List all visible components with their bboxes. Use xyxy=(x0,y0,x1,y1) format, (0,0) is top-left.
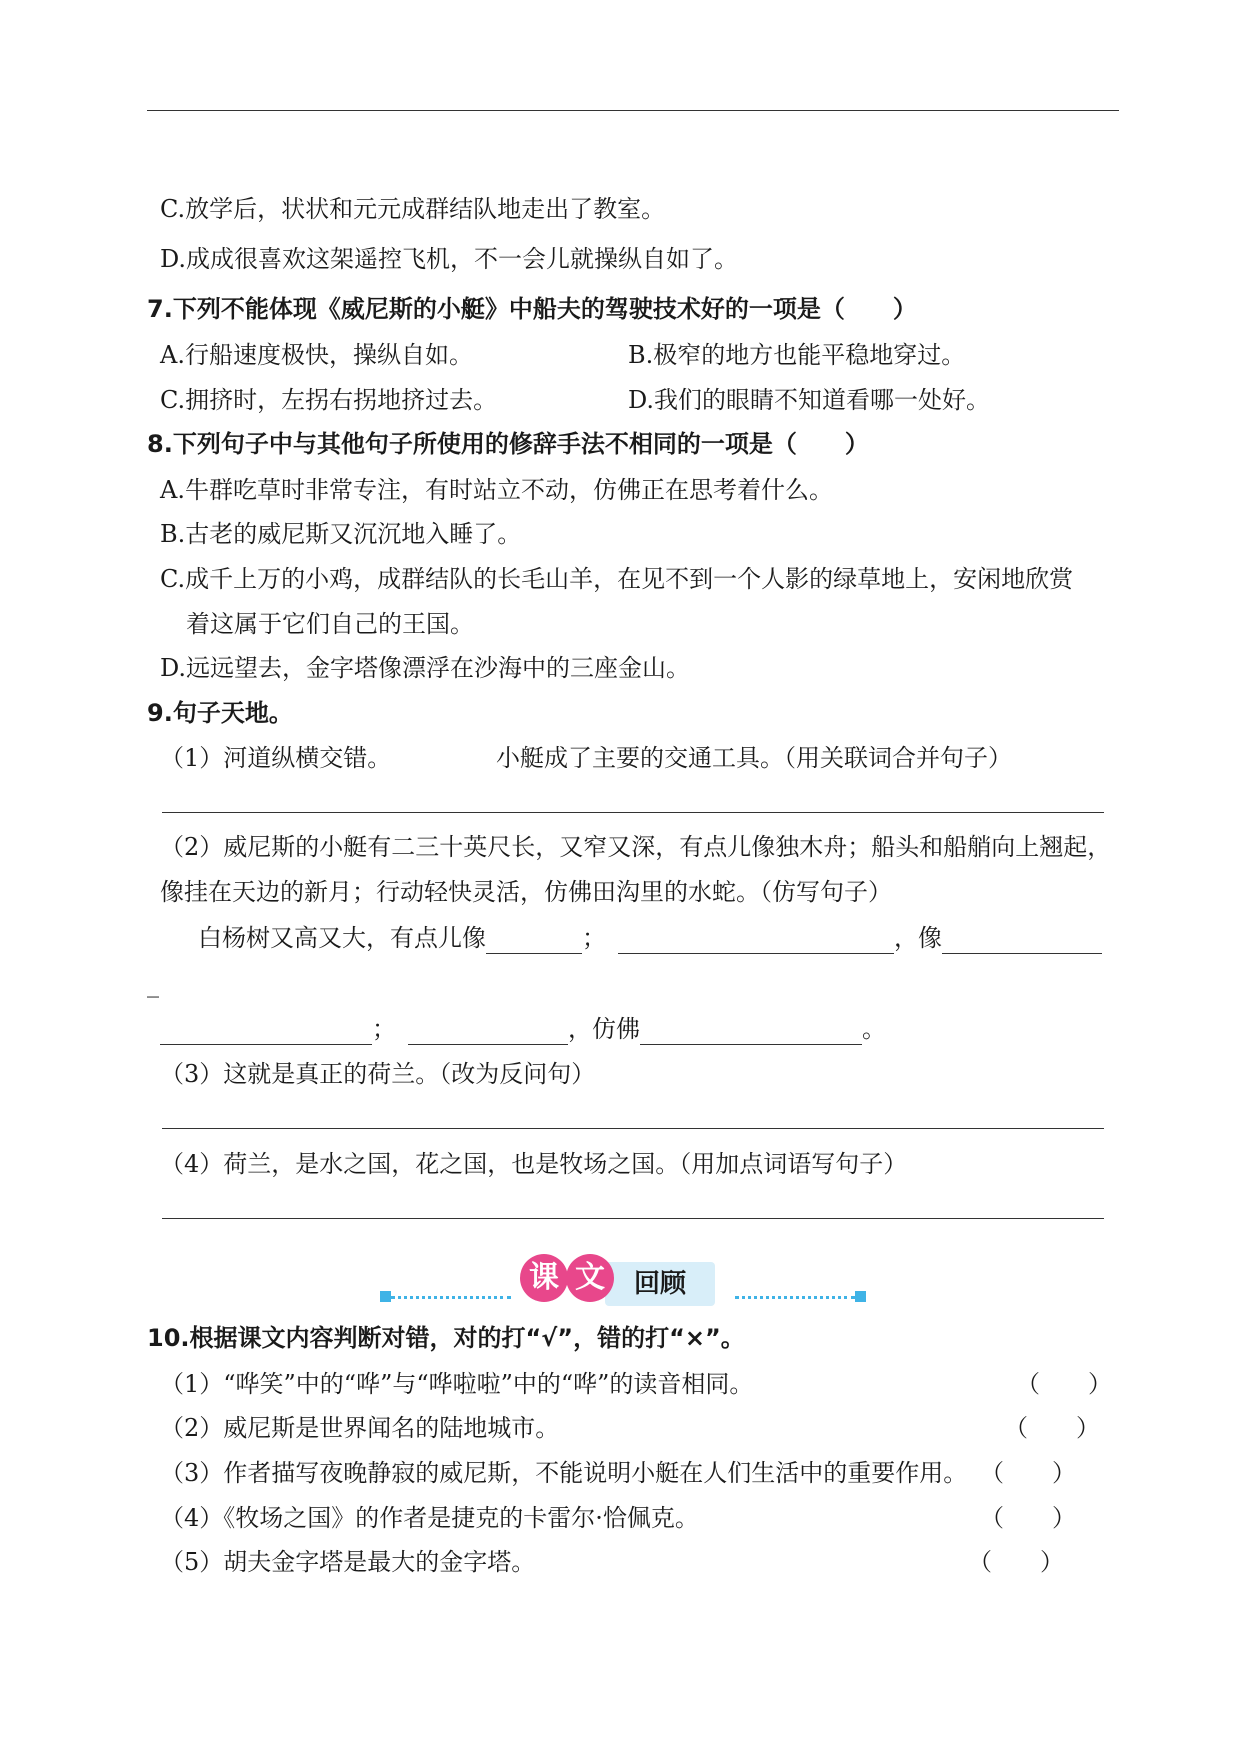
q7-stem: 7.下列不能体现《威尼斯的小艇》中船夫的驾驶技术好的一项是（ ） xyxy=(147,295,917,323)
q9-sub1-part-b: 小艇成了主要的交通工具。（用关联词合并句子） xyxy=(496,744,1012,772)
banner-right-dotted-line xyxy=(735,1296,855,1299)
q10-item-3-answer[interactable]: （ ） xyxy=(980,1459,1076,1487)
banner-tag-text: 回顾 xyxy=(633,1269,686,1299)
q9-sub2-comma-fangfu: ，仿佛 xyxy=(568,1015,640,1043)
q7-option-c: C.拥挤时，左拐右拐地挤过去。 xyxy=(160,386,498,414)
q9-blank-6[interactable] xyxy=(640,1018,862,1045)
q9-sub2-line1: （2）威尼斯的小艇有二三十英尺长，又窄又深，有点儿像独木舟；船头和船艄向上翘起， xyxy=(160,833,1112,861)
q7-option-b: B.极窄的地方也能平稳地穿过。 xyxy=(628,341,966,369)
q9-sub2-prompt: 白杨树又高又大，有点儿像 xyxy=(198,924,486,952)
q8-option-a: A.牛群吃草时非常专注，有时站立不动，仿佛正在思考着什么。 xyxy=(160,476,833,504)
q10-item-2-answer[interactable]: （ ） xyxy=(1004,1414,1100,1442)
q9-sub3-answer-line[interactable] xyxy=(162,1128,1104,1129)
q9-blank-4[interactable] xyxy=(160,1018,372,1045)
banner-right-square xyxy=(855,1291,866,1302)
q9-blank-3[interactable] xyxy=(942,927,1102,954)
q10-item-3: （3）作者描写夜晚静寂的威尼斯，不能说明小艇在人们生活中的重要作用。 xyxy=(160,1459,968,1487)
q10-item-1-answer[interactable]: （ ） xyxy=(1016,1370,1112,1398)
q9-sub4: （4）荷兰，是水之国，花之国，也是牧场之国。（用加点词语写句子） xyxy=(160,1150,908,1178)
banner-left-dotted-line xyxy=(391,1296,511,1299)
q8-option-d: D.远远望去，金字塔像漂浮在沙海中的三座金山。 xyxy=(160,654,691,682)
banner-circle-1: 课 xyxy=(520,1254,568,1302)
q9-sub2-fill-row2 xyxy=(160,1013,886,1045)
q10-item-4: （4）《牧场之国》的作者是捷克的卡雷尔·恰佩克。 xyxy=(160,1504,699,1532)
q9-sub2-comma-like: ，像 xyxy=(894,924,942,952)
q9-stem: 9.句子天地。 xyxy=(147,699,293,727)
q8-option-c-line2: 着这属于它们自己的王国。 xyxy=(186,610,474,638)
banner-tag xyxy=(605,1262,715,1306)
q10-item-5-answer[interactable]: （ ） xyxy=(968,1548,1064,1576)
q9-sub2-fill-row1 xyxy=(198,922,1102,954)
banner-circle-2: 文 xyxy=(566,1254,614,1302)
q7-option-d: D.我们的眼睛不知道看哪一处好。 xyxy=(628,386,991,414)
q9-sub3: （3）这就是真正的荷兰。（改为反问句） xyxy=(160,1060,596,1088)
header-rule xyxy=(147,110,1119,111)
q6-option-d: D.成成很喜欢这架遥控飞机，不一会儿就操纵自如了。 xyxy=(160,245,739,273)
banner-left-square xyxy=(380,1291,391,1302)
q9-sub4-answer-line[interactable] xyxy=(162,1218,1104,1219)
q8-stem: 8.下列句子中与其他句子所使用的修辞手法不相同的一项是（ ） xyxy=(147,430,869,458)
q9-sub2-period: 。 xyxy=(862,1015,886,1043)
q9-blank-2[interactable] xyxy=(618,927,894,954)
q9-sub2-semicolon: ； xyxy=(582,924,606,952)
q9-sub2-semicolon-2: ； xyxy=(372,1015,396,1043)
q10-stem: 10.根据课文内容判断对错，对的打“√”，错的打“×”。 xyxy=(147,1324,745,1352)
q10-item-4-answer[interactable]: （ ） xyxy=(980,1504,1076,1532)
q8-option-c-line1: C.成千上万的小鸡，成群结队的长毛山羊，在见不到一个人影的绿草地上，安闲地欣赏 xyxy=(160,565,1074,593)
q9-blank-5[interactable] xyxy=(408,1018,568,1045)
section-banner-text-review xyxy=(380,1254,880,1324)
q10-item-2: （2）威尼斯是世界闻名的陆地城市。 xyxy=(160,1414,560,1442)
q9-sub2-line2: 像挂在天边的新月；行动轻快灵活，仿佛田沟里的水蛇。（仿写句子） xyxy=(160,878,892,906)
q9-sub1-part-a: （1）河道纵横交错。 xyxy=(160,744,392,772)
q9-sub2-underscore: _ xyxy=(147,970,159,998)
q6-option-c: C.放学后，状状和元元成群结队地走出了教室。 xyxy=(160,195,666,223)
q10-item-1: （1）“哗笑”中的“哗”与“哗啦啦”中的“哗”的读音相同。 xyxy=(160,1370,754,1398)
q7-option-a: A.行船速度极快，操纵自如。 xyxy=(160,341,473,369)
q10-item-5: （5）胡夫金字塔是最大的金字塔。 xyxy=(160,1548,536,1576)
q8-option-b: B.古老的威尼斯又沉沉地入睡了。 xyxy=(160,520,522,548)
q9-sub1-answer-line[interactable] xyxy=(162,812,1104,813)
q9-blank-1[interactable] xyxy=(486,927,582,954)
